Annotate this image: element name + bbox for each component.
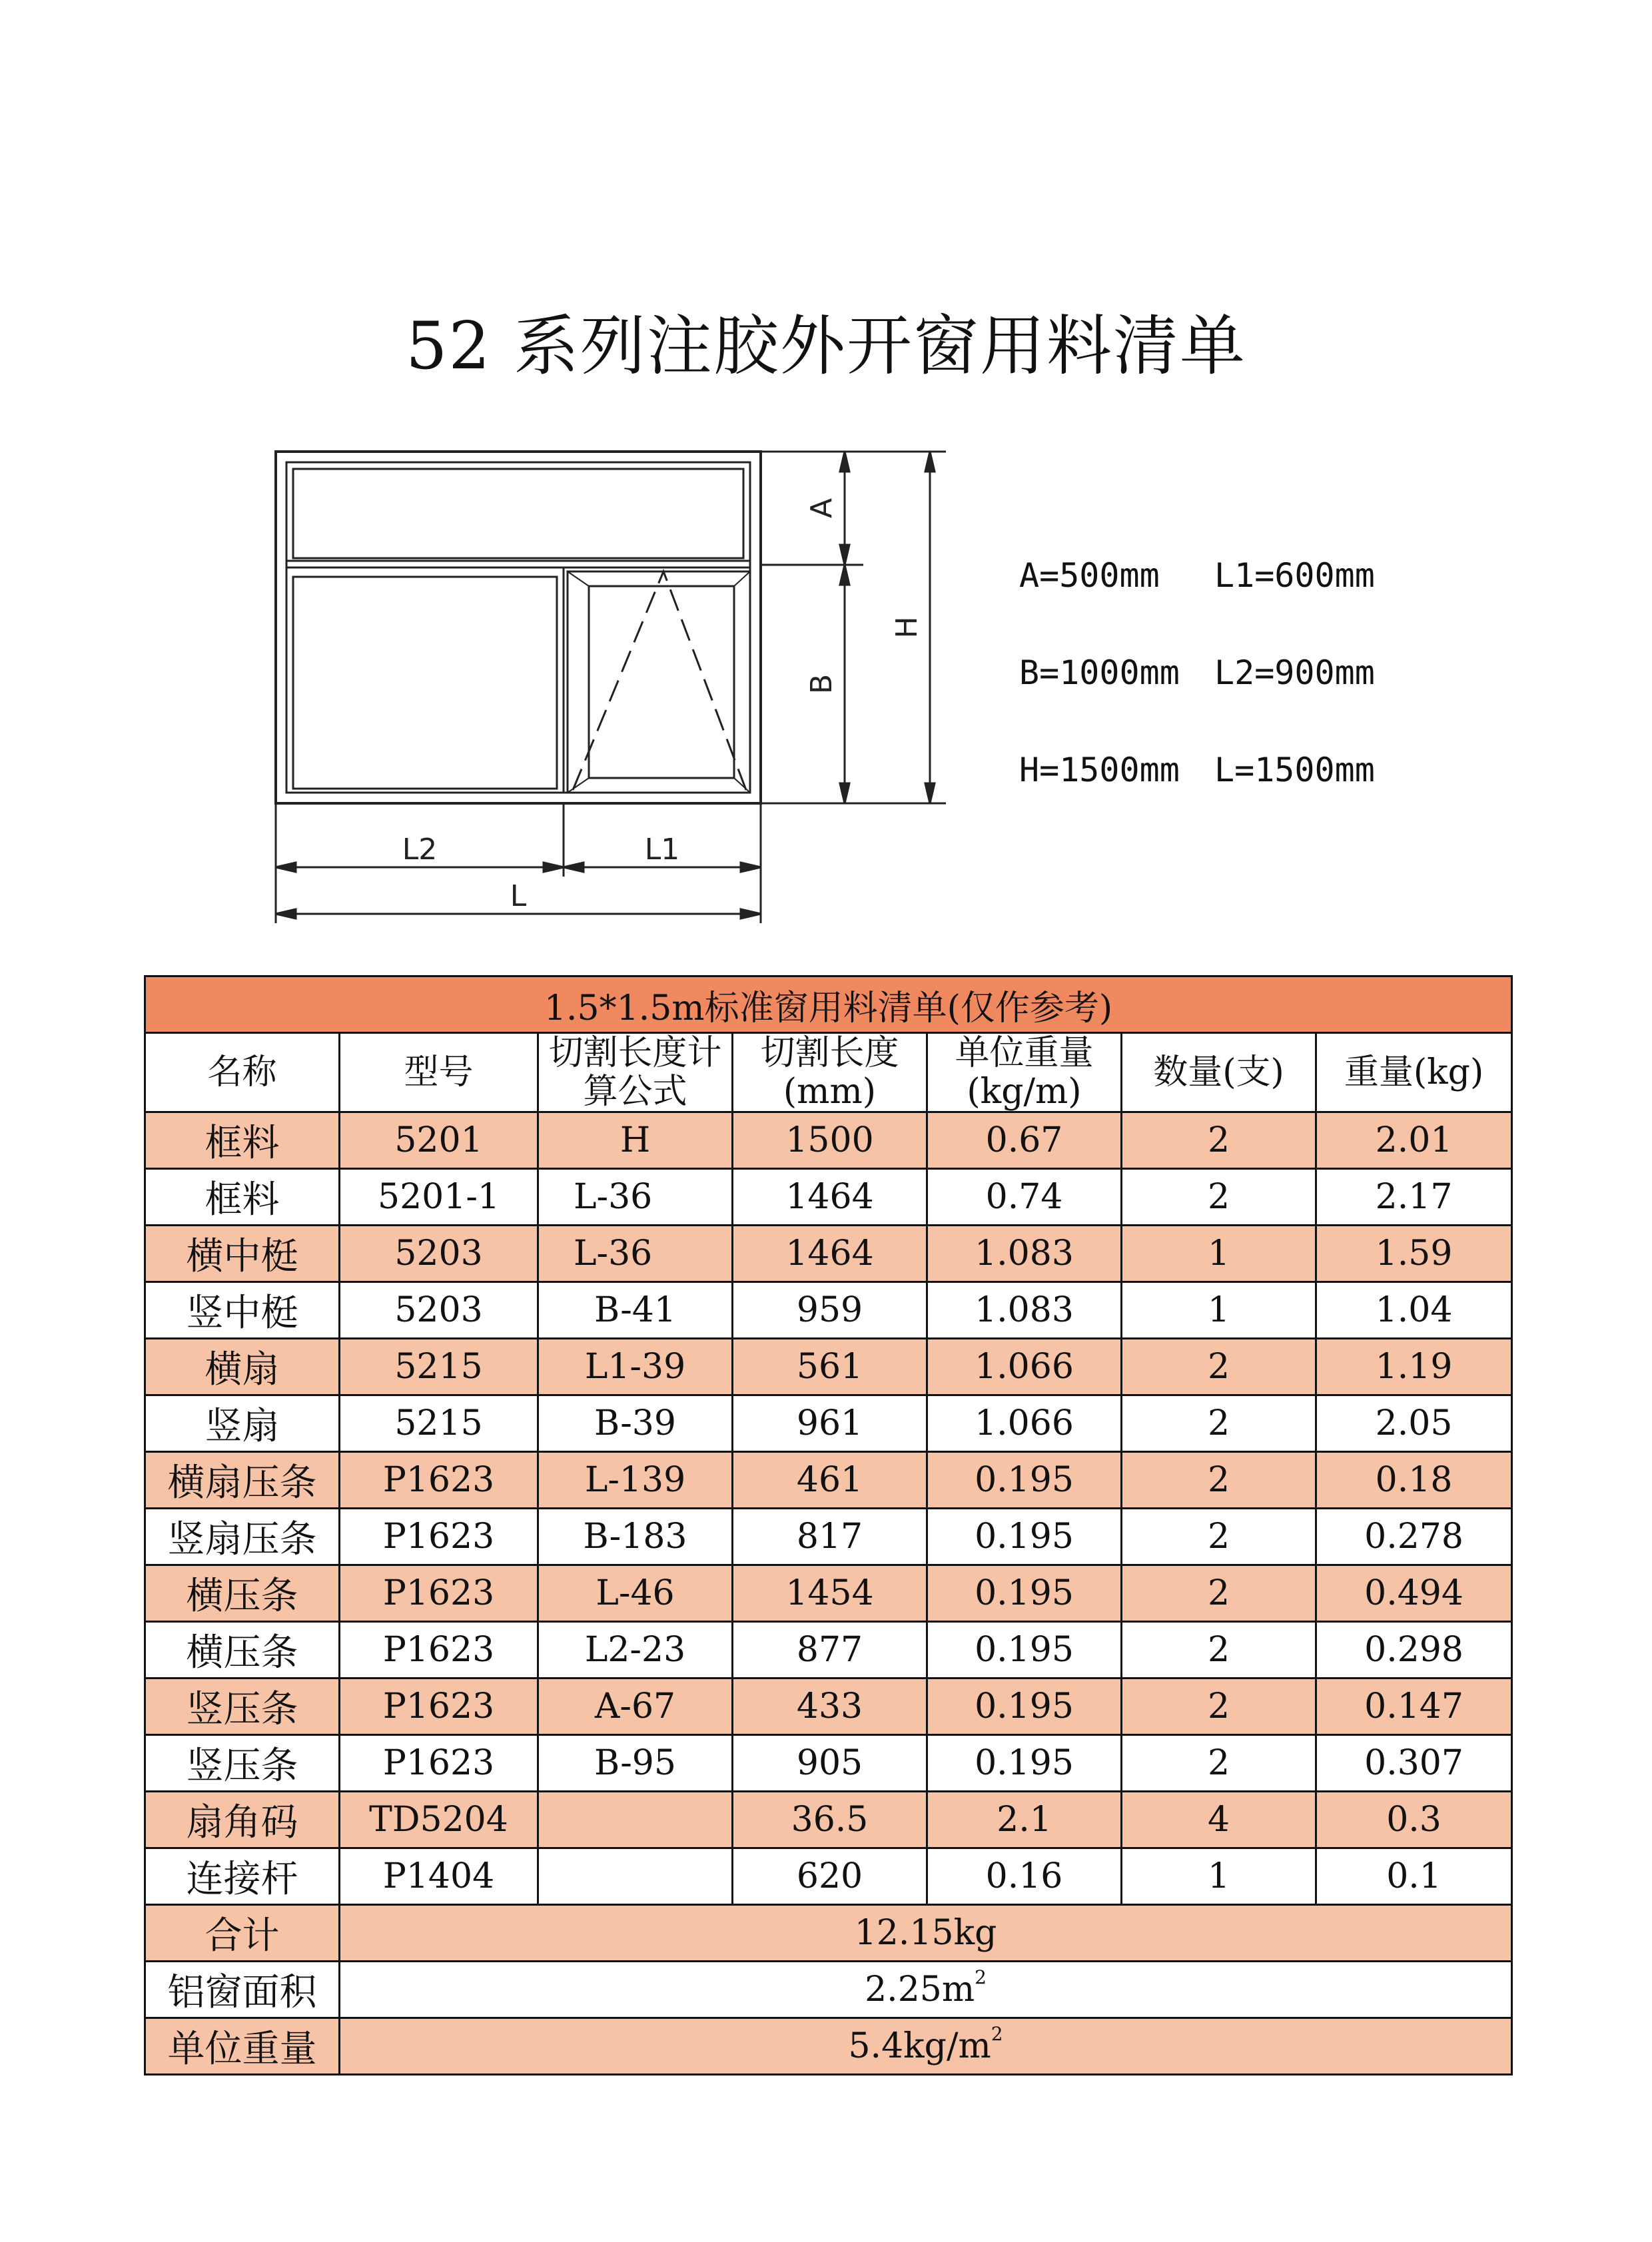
cell-length: 1454 [733, 1565, 927, 1622]
cell-length: 433 [733, 1679, 927, 1735]
dimension-value: A=500mm [1019, 556, 1160, 595]
cell-name: 横压条 [145, 1565, 340, 1622]
summary-row [145, 1962, 1512, 2018]
cell-model: 5215 [340, 1339, 538, 1395]
table-caption: 1.5*1.5m标准窗用料清单(仅作参考) [145, 976, 1512, 1033]
cell-name: 竖扇 [145, 1395, 340, 1452]
cell-model: P1623 [340, 1679, 538, 1735]
cell-formula [538, 1848, 733, 1905]
cell-model: 5215 [340, 1395, 538, 1452]
cell-qty: 2 [1122, 1565, 1316, 1622]
dimension-value: L=1500mm [1214, 751, 1375, 789]
left-fixed-pane [293, 577, 557, 789]
cell-name: 竖压条 [145, 1735, 340, 1792]
cell-weight: 2.01 [1316, 1112, 1512, 1169]
cell-unit-weight: 0.67 [927, 1112, 1122, 1169]
cell-unit-weight: 0.195 [927, 1565, 1122, 1622]
table-row [145, 1452, 1512, 1509]
cell-unit-weight: 1.066 [927, 1339, 1122, 1395]
cell-formula: H [538, 1112, 733, 1169]
cell-model: 5201 [340, 1112, 538, 1169]
cell-formula: B-183 [538, 1509, 733, 1565]
cell-model: 5203 [340, 1226, 538, 1282]
header-formula: 切割长度计 算公式 [538, 1033, 733, 1112]
cell-formula: L2-23 [538, 1622, 733, 1679]
cell-name: 竖扇压条 [145, 1509, 340, 1565]
table-row [145, 1792, 1512, 1848]
cell-model: TD5204 [340, 1792, 538, 1848]
cell-qty: 2 [1122, 1112, 1316, 1169]
dimension-value: B=1000mm [1019, 653, 1180, 692]
cell-formula: B-39 [538, 1395, 733, 1452]
cell-qty: 2 [1122, 1452, 1316, 1509]
cell-length: 905 [733, 1735, 927, 1792]
dim-label-a: A [805, 498, 839, 519]
cell-name: 横中梃 [145, 1226, 340, 1282]
table-row [145, 1282, 1512, 1339]
summary-value: $2.25m^2$ [340, 1962, 1512, 2018]
summary-unit-superscript: 2 [975, 1966, 987, 1988]
cell-formula: L-139 [538, 1452, 733, 1509]
cell-weight: 0.147 [1316, 1679, 1512, 1735]
cell-qty: 2 [1122, 1735, 1316, 1792]
cell-length: 817 [733, 1509, 927, 1565]
header-unit-weight: 单位重量 (kg/m) [927, 1033, 1122, 1112]
header-name: 名称 [145, 1033, 340, 1112]
cell-length: 1464 [733, 1226, 927, 1282]
dim-label-l: L [510, 879, 527, 913]
cell-qty: 2 [1122, 1509, 1316, 1565]
opening-direction-mark [573, 571, 746, 790]
cell-weight: 1.19 [1316, 1339, 1512, 1395]
cell-length: 877 [733, 1622, 927, 1679]
cell-qty: 4 [1122, 1792, 1316, 1848]
cell-formula: L-36 [538, 1169, 733, 1226]
cell-unit-weight: 1.083 [927, 1226, 1122, 1282]
cell-formula: L-36 [538, 1226, 733, 1282]
summary-value: 12.15kg [340, 1905, 1512, 1962]
cell-formula: L1-39 [538, 1339, 733, 1395]
table-row [145, 1226, 1512, 1282]
summary-row [145, 1905, 1512, 1962]
dim-label-h: H [890, 616, 924, 639]
table-caption-row [145, 976, 1512, 1033]
cell-unit-weight: 2.1 [927, 1792, 1122, 1848]
cell-unit-weight: 0.195 [927, 1622, 1122, 1679]
cell-weight: 1.59 [1316, 1226, 1512, 1282]
cell-qty: 2 [1122, 1395, 1316, 1452]
cell-qty: 1 [1122, 1848, 1316, 1905]
cell-length: 1500 [733, 1112, 927, 1169]
header-model: 型号 [340, 1033, 538, 1112]
cell-unit-weight: 1.083 [927, 1282, 1122, 1339]
cell-unit-weight: 0.195 [927, 1452, 1122, 1509]
table-row [145, 1395, 1512, 1452]
cell-qty: 2 [1122, 1169, 1316, 1226]
cell-name: 横压条 [145, 1622, 340, 1679]
dimension-value: H=1500mm [1019, 751, 1180, 789]
window-elevation-drawing [0, 0, 1652, 946]
cell-unit-weight: 0.74 [927, 1169, 1122, 1226]
cell-unit-weight: 0.195 [927, 1509, 1122, 1565]
dimension-value: L2=900mm [1214, 653, 1375, 692]
table-row [145, 1848, 1512, 1905]
cell-name: 扇角码 [145, 1792, 340, 1848]
cell-weight: 0.3 [1316, 1792, 1512, 1848]
dim-label-l1: L1 [644, 833, 680, 867]
table-row [145, 1509, 1512, 1565]
cell-model: 5201-1 [340, 1169, 538, 1226]
cell-model: P1623 [340, 1452, 538, 1509]
cell-formula: L-46 [538, 1565, 733, 1622]
cell-qty: 2 [1122, 1339, 1316, 1395]
cell-length: 961 [733, 1395, 927, 1452]
table-row [145, 1735, 1512, 1792]
summary-unit-superscript: 2 [991, 2023, 1003, 2045]
table-row [145, 1565, 1512, 1622]
cell-length: 620 [733, 1848, 927, 1905]
table-row [145, 1112, 1512, 1169]
cell-weight: 1.04 [1316, 1282, 1512, 1339]
table-row [145, 1339, 1512, 1395]
cell-weight: 0.1 [1316, 1848, 1512, 1905]
cell-unit-weight: 0.195 [927, 1679, 1122, 1735]
cell-length: 36.5 [733, 1792, 927, 1848]
cell-length: 1464 [733, 1169, 927, 1226]
cell-name: 连接杆 [145, 1848, 340, 1905]
summary-label: 合计 [145, 1905, 340, 1962]
cell-formula [538, 1792, 733, 1848]
cell-unit-weight: 0.16 [927, 1848, 1122, 1905]
window-outer-frame [276, 452, 761, 803]
summary-row [145, 2018, 1512, 2075]
cell-model: P1623 [340, 1735, 538, 1792]
cell-formula: A-67 [538, 1679, 733, 1735]
cell-model: P1623 [340, 1509, 538, 1565]
cell-qty: 2 [1122, 1622, 1316, 1679]
header-length: 切割长度 (mm) [733, 1033, 927, 1112]
dimension-value: L1=600mm [1214, 556, 1375, 595]
window-inner-frame [286, 462, 750, 793]
table-row [145, 1622, 1512, 1679]
summary-value: $5.4kg/m^2$ [340, 2018, 1512, 2075]
cell-weight: 0.307 [1316, 1735, 1512, 1792]
table-row [145, 1679, 1512, 1735]
cell-weight: 2.17 [1316, 1169, 1512, 1226]
cell-qty: 2 [1122, 1679, 1316, 1735]
cell-name: 框料 [145, 1112, 340, 1169]
cell-name: 框料 [145, 1169, 340, 1226]
top-fixed-pane [293, 469, 743, 558]
cell-length: 561 [733, 1339, 927, 1395]
opening-sash [568, 571, 750, 793]
cell-qty: 1 [1122, 1226, 1316, 1282]
cell-length: 959 [733, 1282, 927, 1339]
cell-model: 5203 [340, 1282, 538, 1339]
cell-formula: B-41 [538, 1282, 733, 1339]
dim-label-l2: L2 [402, 833, 438, 867]
summary-label: 铝窗面积 [145, 1962, 340, 2018]
cell-name: 竖压条 [145, 1679, 340, 1735]
cell-qty: 1 [1122, 1282, 1316, 1339]
cell-unit-weight: 0.195 [927, 1735, 1122, 1792]
dim-label-b: B [805, 673, 839, 695]
sash-glass [589, 586, 734, 778]
cell-weight: 0.18 [1316, 1452, 1512, 1509]
header-qty: 数量(支) [1122, 1033, 1316, 1112]
cell-unit-weight: 1.066 [927, 1395, 1122, 1452]
cell-length: 461 [733, 1452, 927, 1509]
summary-label: 单位重量 [145, 2018, 340, 2075]
cell-name: 竖中梃 [145, 1282, 340, 1339]
cell-model: P1404 [340, 1848, 538, 1905]
cell-formula: B-95 [538, 1735, 733, 1792]
page-title: 52 系列注胶外开窗用料清单 [406, 308, 1246, 384]
cell-weight: 0.494 [1316, 1565, 1512, 1622]
cell-model: P1623 [340, 1622, 538, 1679]
cell-weight: 0.278 [1316, 1509, 1512, 1565]
cell-weight: 2.05 [1316, 1395, 1512, 1452]
cell-name: 横扇 [145, 1339, 340, 1395]
table-header-row [145, 1033, 1512, 1112]
header-weight: 重量(kg) [1316, 1033, 1512, 1112]
cell-model: P1623 [340, 1565, 538, 1622]
table-row [145, 1169, 1512, 1226]
material-list-table [144, 975, 1513, 2075]
cell-weight: 0.298 [1316, 1622, 1512, 1679]
cell-name: 横扇压条 [145, 1452, 340, 1509]
